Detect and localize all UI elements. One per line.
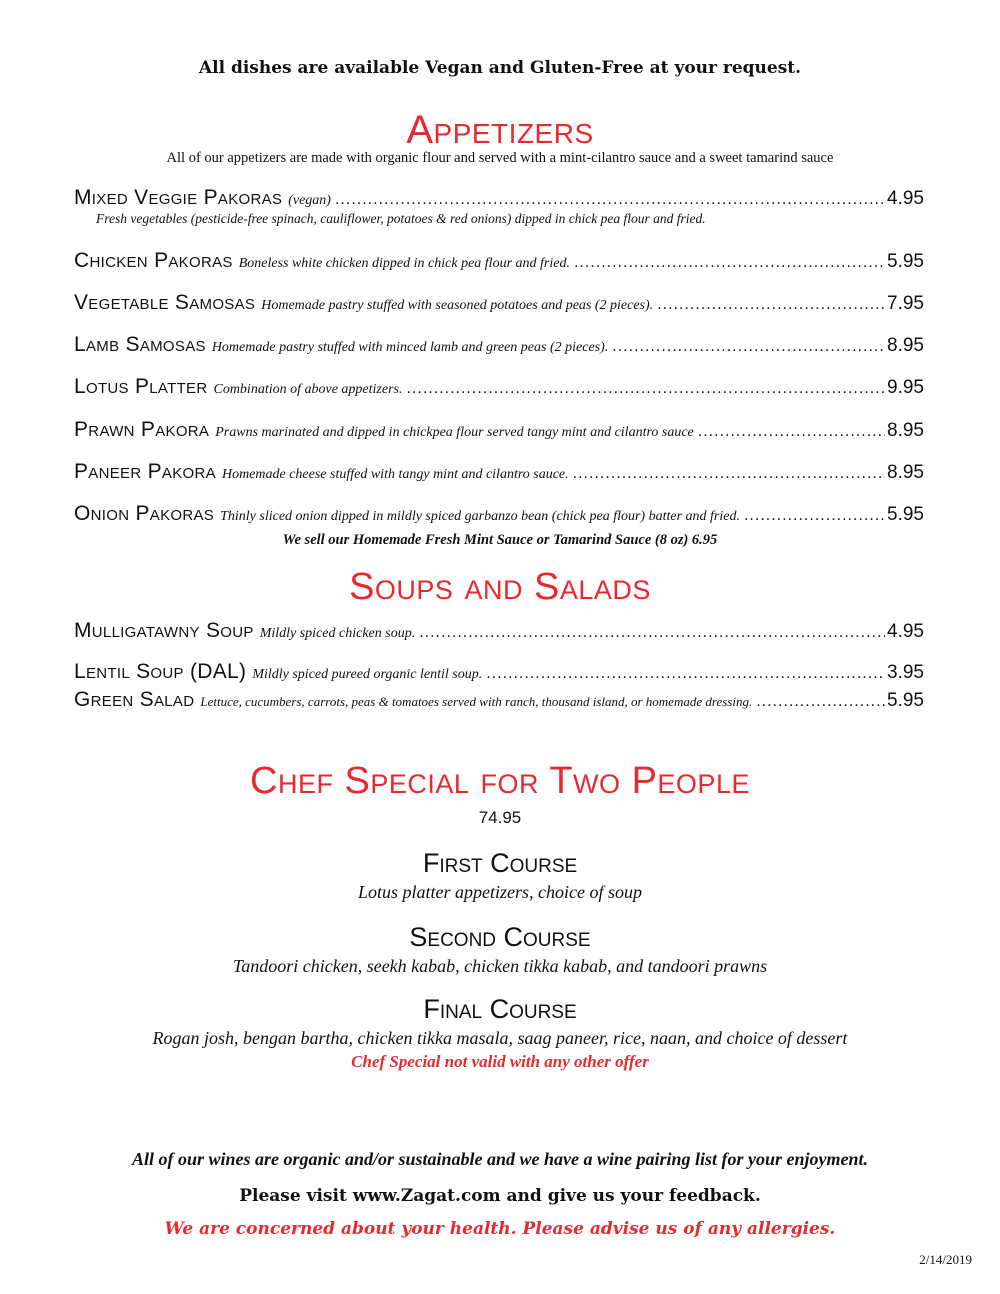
- item-price: 7.95: [887, 293, 924, 314]
- item-name: Paneer Pakora: [74, 460, 216, 483]
- leader-dots: [756, 694, 885, 710]
- menu-item-lotus-platter: [74, 375, 924, 399]
- item-price: 3.95: [887, 662, 924, 683]
- soups-salads-heading: Soups and Salads: [349, 566, 651, 608]
- item-name: Onion Pakoras: [74, 502, 215, 525]
- item-description: Homemade cheese stuffed with tangy mint and cilantro sauce.: [221, 467, 569, 482]
- first-course-description: Lotus platter appetizers, choice of soup: [358, 882, 642, 902]
- appetizers-subtitle: All of our appetizers are made with organic flour and served with a mint-cilantro sauce and a sweet tamarind sauce: [166, 150, 834, 166]
- item-price: 4.95: [887, 621, 924, 642]
- appetizers-heading: Appetizers: [406, 108, 594, 152]
- item-description: Lettuce, cucumbers, carrots, peas & tomatoes served with ranch, thousand island, or homemade dressing.: [200, 694, 753, 709]
- menu-item-mixed-veggie-pakoras: [74, 186, 924, 210]
- item-name: Mixed Veggie Pakoras: [74, 186, 283, 209]
- leader-dots: [657, 297, 885, 313]
- menu-item-vegetable-samosas: [74, 291, 924, 315]
- final-course-description: Rogan josh, bengan bartha, chicken tikka masala, saag paneer, rice, naan, and choice of dessert: [152, 1028, 848, 1048]
- leader-dots: [612, 339, 885, 355]
- first-course-heading: First Course: [422, 848, 578, 878]
- leader-dots: [406, 381, 885, 397]
- leader-dots: [486, 666, 885, 682]
- item-price: 5.95: [887, 251, 924, 272]
- leader-dots: [698, 424, 885, 440]
- item-description: Mildly spiced pureed organic lentil soup.: [252, 667, 483, 682]
- item-price: 8.95: [887, 420, 924, 441]
- second-course-description: Tandoori chicken, seekh kabab, chicken tikka kabab, and tandoori prawns: [232, 956, 768, 976]
- item-name: Green Salad: [74, 688, 195, 711]
- menu-item-prawn-pakora: [74, 418, 924, 442]
- item-description: Homemade pastry stuffed with minced lamb and green peas (2 pieces).: [211, 340, 609, 355]
- wine-note: All of our wines are organic and/or sustainable and we have a wine pairing list for your enjoyment.: [131, 1149, 869, 1169]
- leader-dots: [573, 466, 885, 482]
- leader-dots: [574, 255, 885, 271]
- second-course-heading: Second Course: [409, 922, 591, 952]
- item-description: Boneless white chicken dipped in chick pea flour and fried.: [238, 256, 570, 271]
- item-name: Chicken Pakoras: [74, 249, 233, 272]
- menu-item-chicken-pakoras: [74, 249, 924, 273]
- item-description: Mildly spiced chicken soup.: [259, 626, 416, 641]
- item-description: (vegan): [288, 193, 331, 208]
- allergy-note: We are concerned about your health. Please advise us of any allergies.: [164, 1219, 836, 1239]
- item-name: Lotus Platter: [74, 375, 208, 398]
- menu-item-lentil-soup: [74, 660, 924, 684]
- item-name: Lentil Soup (DAL): [74, 660, 247, 683]
- final-course-heading: Final Course: [423, 994, 577, 1024]
- menu-item-onion-pakoras: [74, 502, 924, 526]
- dietary-note: All dishes are available Vegan and Gluten-Free at your request.: [198, 58, 802, 78]
- item-name: Lamb Samosas: [74, 333, 206, 356]
- item-name: Vegetable Samosas: [74, 291, 256, 314]
- item-description: Thinly sliced onion dipped in mildly spiced garbanzo bean (chick pea flour) batter and fried.: [220, 509, 740, 524]
- item-price: 9.95: [887, 377, 924, 398]
- feedback-note: Please visit www.Zagat.com and give us your feedback.: [239, 1186, 761, 1206]
- item-subdescription: Fresh vegetables (pesticide-free spinach, cauliflower, potatoes & red onions) dipped in chick pea flour and fried.: [96, 211, 706, 226]
- menu-date: 2/14/2019: [919, 1252, 972, 1267]
- item-price: 5.95: [887, 504, 924, 525]
- sauce-note: We sell our Homemade Fresh Mint Sauce or Tamarind Sauce (8 oz) 6.95: [282, 532, 718, 548]
- item-price: 5.95: [887, 690, 924, 711]
- item-description: Homemade pastry stuffed with seasoned potatoes and peas (2 pieces).: [261, 298, 654, 313]
- item-name: Mulligatawny Soup: [74, 619, 254, 642]
- item-price: 4.95: [887, 188, 924, 209]
- item-price: 8.95: [887, 462, 924, 483]
- leader-dots: [419, 625, 885, 641]
- menu-item-green-salad: [74, 688, 924, 712]
- chef-special-note: Chef Special not valid with any other offer: [351, 1052, 649, 1071]
- item-description: Combination of above appetizers.: [213, 382, 403, 397]
- menu-item-lamb-samosas: [74, 333, 924, 357]
- item-price: 8.95: [887, 335, 924, 356]
- chef-special-price: 74.95: [478, 808, 522, 827]
- chef-special-heading: Chef Special for Two People: [250, 760, 750, 802]
- item-description: Prawns marinated and dipped in chickpea flour served tangy mint and cilantro sauce: [215, 425, 694, 440]
- menu-item-mulligatawny-soup: [74, 619, 924, 643]
- leader-dots: [744, 508, 885, 524]
- item-name: Prawn Pakora: [74, 418, 210, 441]
- leader-dots: [335, 192, 885, 208]
- menu-item-paneer-pakora: [74, 460, 924, 484]
